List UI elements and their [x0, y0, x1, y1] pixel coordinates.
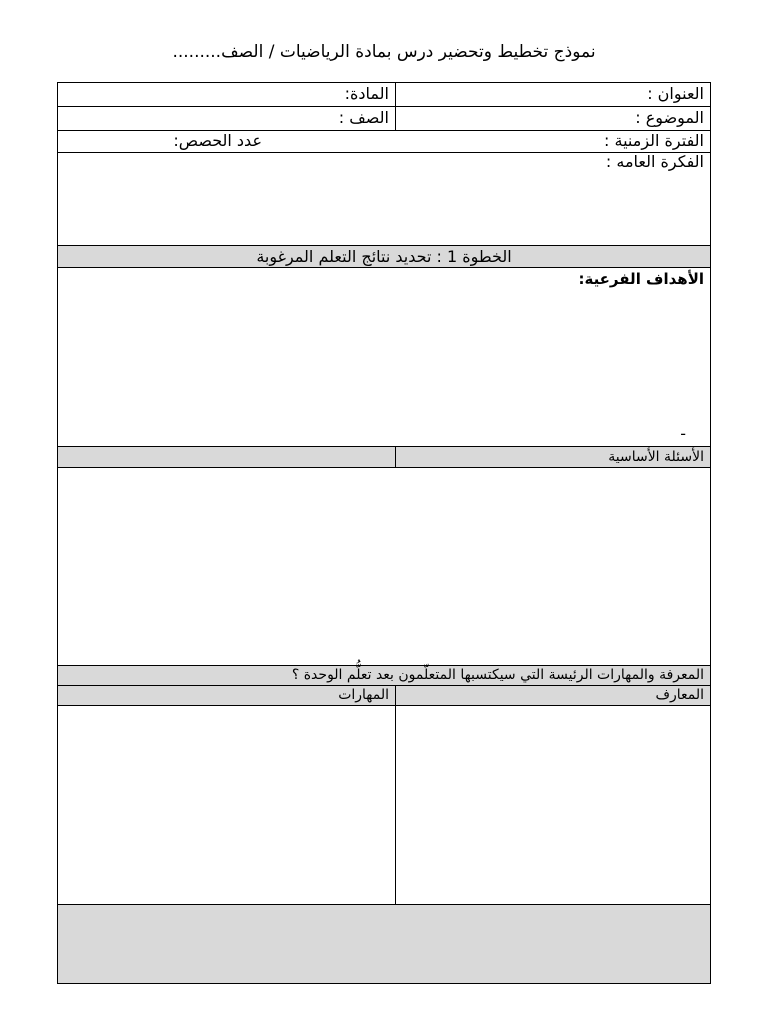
essential-questions-cell[interactable] — [58, 468, 710, 665]
general-idea-cell[interactable] — [58, 153, 710, 245]
footer-cell — [58, 905, 710, 983]
skills-label: المهارات — [58, 686, 396, 705]
address-label: العنوان : — [647, 84, 704, 103]
topic-label: الموضوع : — [635, 108, 704, 127]
general-idea-label: الفكرة العامه : — [605, 152, 704, 171]
subject-cell[interactable] — [58, 83, 396, 106]
sessions-label: عدد الحصص: — [173, 131, 262, 150]
topic-cell[interactable] — [394, 107, 710, 130]
row-address-subject — [58, 83, 710, 107]
essential-questions-label: الأسئلة الأساسية — [608, 449, 704, 465]
address-cell[interactable] — [394, 83, 710, 106]
sub-objectives-label: الأهداف الفرعية: — [578, 270, 704, 288]
knowledge-cell[interactable] — [394, 706, 710, 904]
row-essential-questions-header — [58, 447, 710, 468]
step1-header: الخطوة 1 : تحديد نتائج التعلم المرغوبة — [256, 247, 512, 266]
row-step1-header — [58, 246, 710, 268]
row-footer — [58, 905, 710, 983]
subject-label: المادة: — [344, 84, 389, 103]
grade-label: الصف : — [338, 108, 389, 127]
row-period-sessions — [58, 131, 710, 153]
period-cell[interactable] — [58, 131, 710, 152]
lesson-plan-table — [57, 82, 711, 984]
row-knowledge-skills-body — [58, 706, 710, 905]
sub-objectives-cell[interactable] — [58, 268, 710, 446]
row-knowledge-skills-header — [58, 666, 710, 686]
period-label: الفترة الزمنية : — [604, 131, 704, 150]
grade-cell[interactable] — [58, 107, 396, 130]
dash-marker: - — [680, 424, 686, 443]
form-title: نموذج تخطيط وتحضير درس بمادة الرياضيات / الصف......... — [172, 42, 596, 62]
skills-cell[interactable] — [58, 706, 396, 904]
knowledge-skills-label: المعرفة والمهارات الرئيسة التي سيكتسبها المتعلّمون بعد تعلُّم الوحدة ؟ — [291, 667, 704, 683]
row-general-idea — [58, 153, 710, 246]
knowledge-label: المعارف — [655, 687, 704, 703]
essential-questions-left-header — [58, 447, 396, 467]
row-sub-objectives — [58, 268, 710, 447]
row-essential-questions-body — [58, 468, 710, 666]
row-topic-grade — [58, 107, 710, 131]
row-knowledge-skills-subheader — [58, 686, 710, 706]
